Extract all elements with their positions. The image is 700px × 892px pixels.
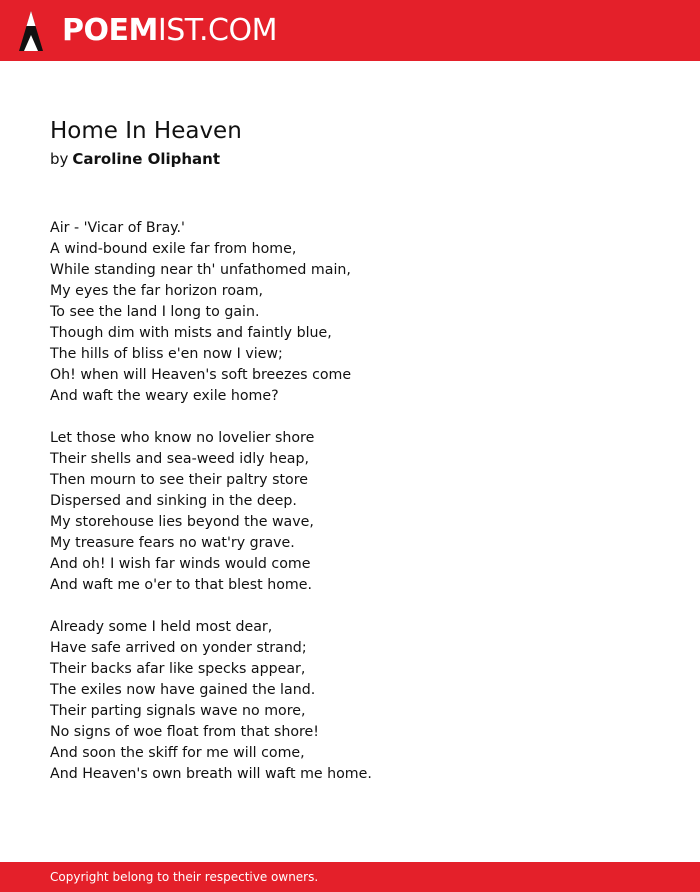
poem-content	[50, 114, 650, 806]
poem-line: Their backs afar like specks appear,	[50, 661, 306, 677]
site-footer	[0, 862, 700, 892]
poem-line: Already some I held most dear,	[50, 619, 273, 635]
poem-line: Though dim with mists and faintly blue,	[50, 325, 332, 341]
by-label: by	[50, 150, 69, 168]
poem-line: My storehouse lies beyond the wave,	[50, 514, 314, 530]
poem-line: My eyes the far horizon roam,	[50, 283, 264, 299]
poem-byline	[50, 149, 650, 169]
poem-line: Let those who know no lovelier shore	[50, 430, 315, 446]
poem-title: Home In Heaven	[50, 118, 242, 144]
poem-line: My treasure fears no wat'ry grave.	[50, 535, 295, 551]
logo-text-bold: POEM	[62, 13, 158, 48]
poem-line: Oh! when will Heaven's soft breezes come	[50, 367, 352, 383]
poem-line: Their shells and sea-weed idly heap,	[50, 451, 310, 467]
poem-line: And oh! I wish far winds would come	[50, 556, 311, 572]
stanza-1	[50, 218, 650, 407]
site-logo-text	[62, 10, 277, 52]
poem-line: The exiles now have gained the land.	[50, 682, 316, 698]
stanza-2	[50, 428, 650, 596]
poem-line: Dispersed and sinking in the deep.	[50, 493, 297, 509]
poem-line: And soon the skiff for me will come,	[50, 745, 305, 761]
poem-line: And waft the weary exile home?	[50, 388, 279, 404]
site-header	[0, 0, 700, 61]
poem-line: And Heaven's own breath will waft me home.	[50, 766, 372, 782]
pencil-tip-icon	[18, 10, 44, 52]
author-name: Caroline Oliphant	[72, 150, 221, 168]
copyright-text: Copyright belong to their respective owners.	[50, 870, 319, 884]
poem-line: Their parting signals wave no more,	[50, 703, 306, 719]
poem-line: Air - 'Vicar of Bray.'	[50, 220, 185, 236]
site-logo[interactable]	[18, 10, 277, 52]
poem-line: Then mourn to see their paltry store	[50, 472, 308, 488]
poem-line: While standing near th' unfathomed main,	[50, 262, 351, 278]
poem-body	[50, 218, 650, 785]
poem-line: A wind-bound exile far from home,	[50, 241, 297, 257]
poem-line: And waft me o'er to that blest home.	[50, 577, 312, 593]
poem-line: To see the land I long to gain.	[50, 304, 260, 320]
poem-line: The hills of bliss e'en now I view;	[50, 346, 283, 362]
stanza-3	[50, 617, 650, 785]
logo-text-light: IST.COM	[157, 13, 277, 48]
poem-line: No signs of woe float from that shore!	[50, 724, 319, 740]
poem-line: Have safe arrived on yonder strand;	[50, 640, 307, 656]
